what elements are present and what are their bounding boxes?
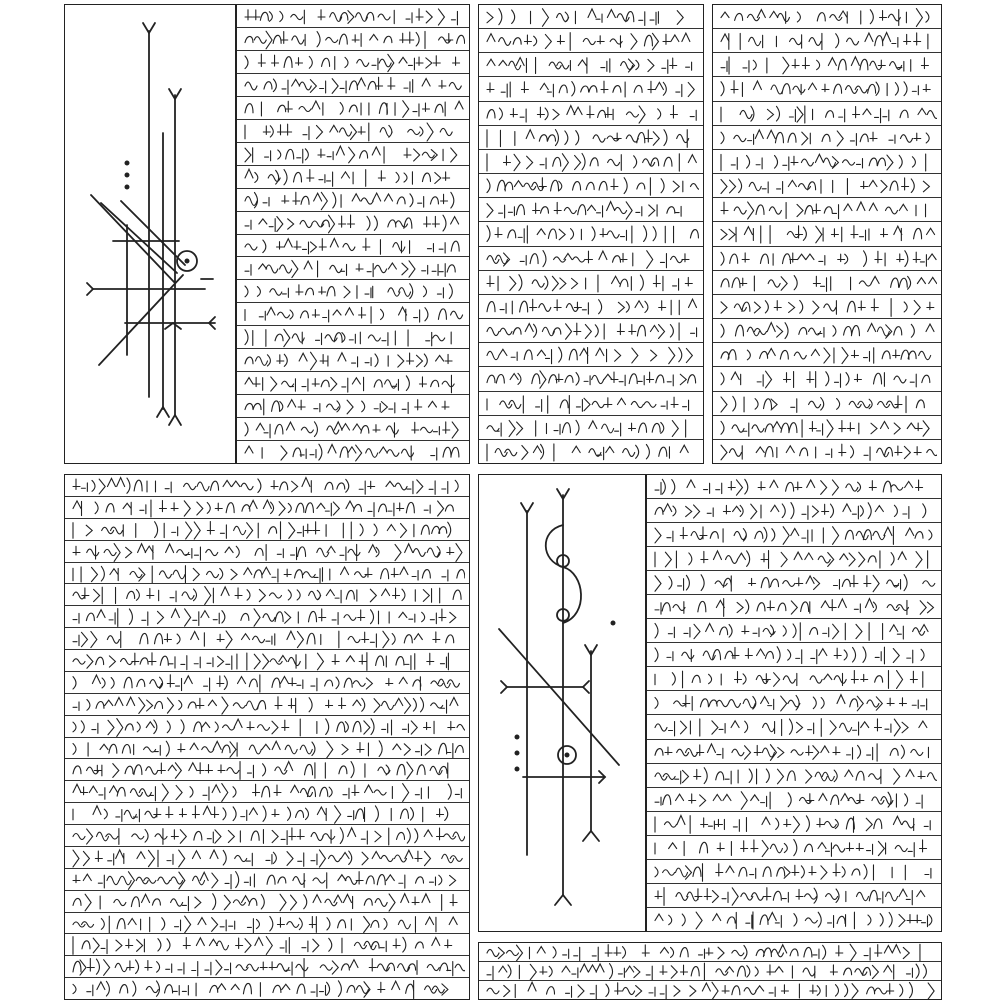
handwritten-glyphs (717, 150, 937, 173)
text-column-1 (236, 4, 470, 464)
glyph-line (65, 847, 469, 869)
glyph-line (65, 913, 469, 935)
glyph-line (647, 764, 941, 788)
handwritten-glyphs (241, 166, 465, 188)
glyph-line (647, 740, 941, 764)
glyph-line (237, 97, 469, 120)
glyph-line (237, 235, 469, 258)
handwritten-glyphs (69, 803, 465, 824)
glyph-line (65, 738, 469, 760)
glyph-line (65, 869, 469, 891)
glyph-line (237, 143, 469, 166)
handwritten-glyphs (69, 956, 465, 977)
handwritten-glyphs (241, 257, 465, 279)
handwritten-glyphs (69, 913, 465, 934)
handwritten-glyphs (483, 198, 699, 221)
glyph-line (713, 271, 941, 295)
handwritten-glyphs (651, 884, 937, 907)
glyph-line (479, 77, 703, 101)
glyph-line (479, 962, 941, 981)
glyph-line (647, 667, 941, 691)
glyph-line (237, 74, 469, 97)
text-column-lower-right (646, 474, 942, 932)
handwritten-glyphs (717, 29, 937, 52)
glyph-line (237, 5, 469, 28)
glyph-line (647, 475, 941, 499)
glyph-line (647, 643, 941, 667)
glyph-line (647, 884, 941, 908)
glyph-line (65, 672, 469, 694)
glyph-line (647, 812, 941, 836)
handwritten-glyphs (717, 319, 937, 342)
glyph-line (713, 150, 941, 174)
handwritten-glyphs (483, 5, 699, 28)
glyph-line (479, 981, 941, 999)
glyph-line (65, 475, 469, 497)
handwritten-glyphs (483, 150, 699, 173)
handwritten-glyphs (717, 416, 937, 439)
glyph-line (713, 295, 941, 319)
glyph-line (237, 441, 469, 463)
glyph-line (713, 367, 941, 391)
handwritten-glyphs (69, 891, 465, 912)
glyph-line (237, 372, 469, 395)
glyph-line (479, 150, 703, 174)
glyph-line (479, 943, 941, 962)
glyph-line (65, 650, 469, 672)
handwritten-glyphs (483, 247, 699, 270)
handwritten-glyphs (69, 716, 465, 737)
handwritten-glyphs (651, 523, 937, 546)
handwritten-glyphs (241, 28, 465, 50)
glyph-line (65, 694, 469, 716)
glyph-line (713, 222, 941, 246)
handwritten-glyphs (483, 222, 699, 245)
handwritten-glyphs (651, 667, 937, 690)
handwritten-glyphs (651, 908, 937, 931)
s-curve-sigil-icon (479, 475, 645, 931)
handwritten-glyphs (241, 212, 465, 234)
handwritten-glyphs (651, 595, 937, 618)
handwritten-glyphs (717, 222, 937, 245)
handwritten-glyphs (483, 77, 699, 100)
handwritten-glyphs (69, 978, 465, 999)
handwritten-glyphs (483, 943, 937, 961)
glyph-line (479, 126, 703, 150)
handwritten-glyphs (651, 547, 937, 570)
glyph-line (479, 222, 703, 246)
handwritten-glyphs (717, 102, 937, 125)
glyph-line (237, 349, 469, 372)
sigil-panel-top (64, 4, 236, 464)
handwritten-glyphs (717, 343, 937, 366)
handwritten-glyphs (717, 440, 937, 463)
glyph-line (479, 392, 703, 416)
glyph-line (65, 759, 469, 781)
glyph-line (647, 619, 941, 643)
glyph-line (237, 418, 469, 441)
handwritten-glyphs (69, 519, 465, 540)
glyph-line (65, 781, 469, 803)
handwritten-glyphs (69, 781, 465, 802)
handwritten-glyphs (69, 541, 465, 562)
handwritten-glyphs (483, 29, 699, 52)
handwritten-glyphs (717, 271, 937, 294)
handwritten-glyphs (651, 764, 937, 787)
handwritten-glyphs (241, 303, 465, 325)
glyph-line (647, 523, 941, 547)
handwritten-glyphs (651, 836, 937, 859)
handwritten-glyphs (241, 280, 465, 302)
glyph-line (647, 499, 941, 523)
glyph-line (713, 102, 941, 126)
glyph-line (65, 541, 469, 563)
handwritten-glyphs (69, 563, 465, 584)
handwritten-glyphs (483, 981, 937, 999)
handwritten-glyphs (651, 499, 937, 522)
glyph-line (65, 584, 469, 606)
handwritten-glyphs (483, 271, 699, 294)
handwritten-glyphs (69, 934, 465, 955)
handwritten-glyphs (483, 53, 699, 76)
text-block-lower-left (64, 474, 470, 1000)
glyph-line (65, 934, 469, 956)
handwritten-glyphs (241, 441, 465, 463)
handwritten-glyphs (241, 349, 465, 371)
handwritten-glyphs (241, 97, 465, 119)
glyph-line (647, 691, 941, 715)
glyph-line (713, 343, 941, 367)
handwritten-glyphs (717, 295, 937, 318)
handwritten-glyphs (483, 440, 699, 463)
glyph-line (65, 563, 469, 585)
handwritten-glyphs (69, 475, 465, 496)
handwritten-glyphs (241, 143, 465, 165)
handwritten-glyphs (69, 606, 465, 627)
handwritten-glyphs (483, 295, 699, 318)
handwritten-glyphs (69, 847, 465, 868)
glyph-line (647, 715, 941, 739)
glyph-line (647, 860, 941, 884)
glyph-line (479, 102, 703, 126)
glyph-line (237, 28, 469, 51)
sigil-panel-lower (478, 474, 646, 932)
handwritten-glyphs (651, 643, 937, 666)
glyph-line (713, 53, 941, 77)
handwritten-glyphs (483, 367, 699, 390)
glyph-line (479, 343, 703, 367)
glyph-line (713, 29, 941, 53)
glyph-line (65, 628, 469, 650)
glyph-line (647, 547, 941, 571)
glyph-line (647, 571, 941, 595)
glyph-line (479, 5, 703, 29)
glyph-line (647, 788, 941, 812)
handwritten-glyphs (241, 372, 465, 394)
handwritten-glyphs (717, 367, 937, 390)
glyph-line (237, 326, 469, 349)
handwritten-glyphs (483, 962, 937, 980)
glyph-line (479, 29, 703, 53)
handwritten-glyphs (241, 326, 465, 348)
glyph-line (237, 257, 469, 280)
handwritten-glyphs (483, 392, 699, 415)
handwritten-glyphs (241, 51, 465, 73)
text-column-3 (712, 4, 942, 464)
glyph-line (479, 416, 703, 440)
handwritten-glyphs (717, 247, 937, 270)
glyph-line (713, 416, 941, 440)
glyph-line (713, 5, 941, 29)
glyph-line (65, 716, 469, 738)
glyph-line (647, 595, 941, 619)
glyph-line (479, 440, 703, 463)
glyph-line (237, 120, 469, 143)
glyph-line (713, 198, 941, 222)
glyph-line (65, 978, 469, 999)
handwritten-glyphs (483, 319, 699, 342)
glyph-line (65, 606, 469, 628)
glyph-line (65, 519, 469, 541)
glyph-line (713, 174, 941, 198)
glyph-line (65, 803, 469, 825)
glyph-line (237, 212, 469, 235)
handwritten-glyphs (241, 120, 465, 142)
glyph-line (479, 271, 703, 295)
handwritten-glyphs (69, 650, 465, 671)
glyph-line (237, 280, 469, 303)
handwritten-glyphs (651, 740, 937, 763)
handwritten-glyphs (241, 418, 465, 440)
glyph-line (479, 247, 703, 271)
handwritten-glyphs (69, 497, 465, 518)
handwritten-glyphs (651, 619, 937, 642)
handwritten-glyphs (651, 571, 937, 594)
glyph-line (237, 166, 469, 189)
handwritten-glyphs (69, 584, 465, 605)
handwritten-glyphs (651, 475, 937, 498)
handwritten-glyphs (651, 715, 937, 738)
handwritten-glyphs (69, 672, 465, 693)
handwritten-glyphs (241, 5, 465, 27)
handwritten-glyphs (651, 860, 937, 883)
handwritten-glyphs (717, 53, 937, 76)
handwritten-glyphs (483, 416, 699, 439)
glyph-line (713, 319, 941, 343)
handwritten-glyphs (241, 74, 465, 96)
glyph-line (713, 440, 941, 463)
handwritten-glyphs (69, 869, 465, 890)
glyph-line (65, 956, 469, 978)
glyph-line (237, 303, 469, 326)
handwritten-glyphs (717, 392, 937, 415)
glyph-line (713, 126, 941, 150)
handwritten-glyphs (717, 198, 937, 221)
handwritten-glyphs (241, 395, 465, 417)
handwritten-glyphs (651, 691, 937, 714)
handwritten-glyphs (483, 174, 699, 197)
glyph-line (65, 497, 469, 519)
glyph-line (647, 908, 941, 931)
glyph-line (479, 319, 703, 343)
text-block-bottom-right (478, 942, 942, 1000)
handwritten-glyphs (69, 628, 465, 649)
handwritten-glyphs (483, 343, 699, 366)
glyph-line (237, 51, 469, 74)
handwritten-glyphs (69, 825, 465, 846)
text-column-2 (478, 4, 704, 464)
handwritten-glyphs (483, 126, 699, 149)
glyph-line (479, 53, 703, 77)
glyph-line (713, 392, 941, 416)
handwritten-glyphs (717, 174, 937, 197)
glyph-line (713, 247, 941, 271)
glyph-line (479, 198, 703, 222)
handwritten-glyphs (717, 77, 937, 100)
handwritten-glyphs (717, 5, 937, 28)
glyph-line (237, 189, 469, 212)
vertical-sigil-icon (65, 5, 235, 463)
handwritten-glyphs (69, 759, 465, 780)
handwritten-glyphs (241, 189, 465, 211)
glyph-line (65, 825, 469, 847)
glyph-line (65, 891, 469, 913)
glyph-line (237, 395, 469, 418)
handwritten-glyphs (69, 738, 465, 759)
handwritten-glyphs (241, 235, 465, 257)
glyph-line (713, 77, 941, 101)
handwritten-glyphs (651, 812, 937, 835)
glyph-line (479, 174, 703, 198)
handwritten-glyphs (717, 126, 937, 149)
handwritten-glyphs (69, 694, 465, 715)
glyph-line (479, 367, 703, 391)
handwritten-glyphs (651, 788, 937, 811)
glyph-line (647, 836, 941, 860)
glyph-line (479, 295, 703, 319)
handwritten-glyphs (483, 102, 699, 125)
